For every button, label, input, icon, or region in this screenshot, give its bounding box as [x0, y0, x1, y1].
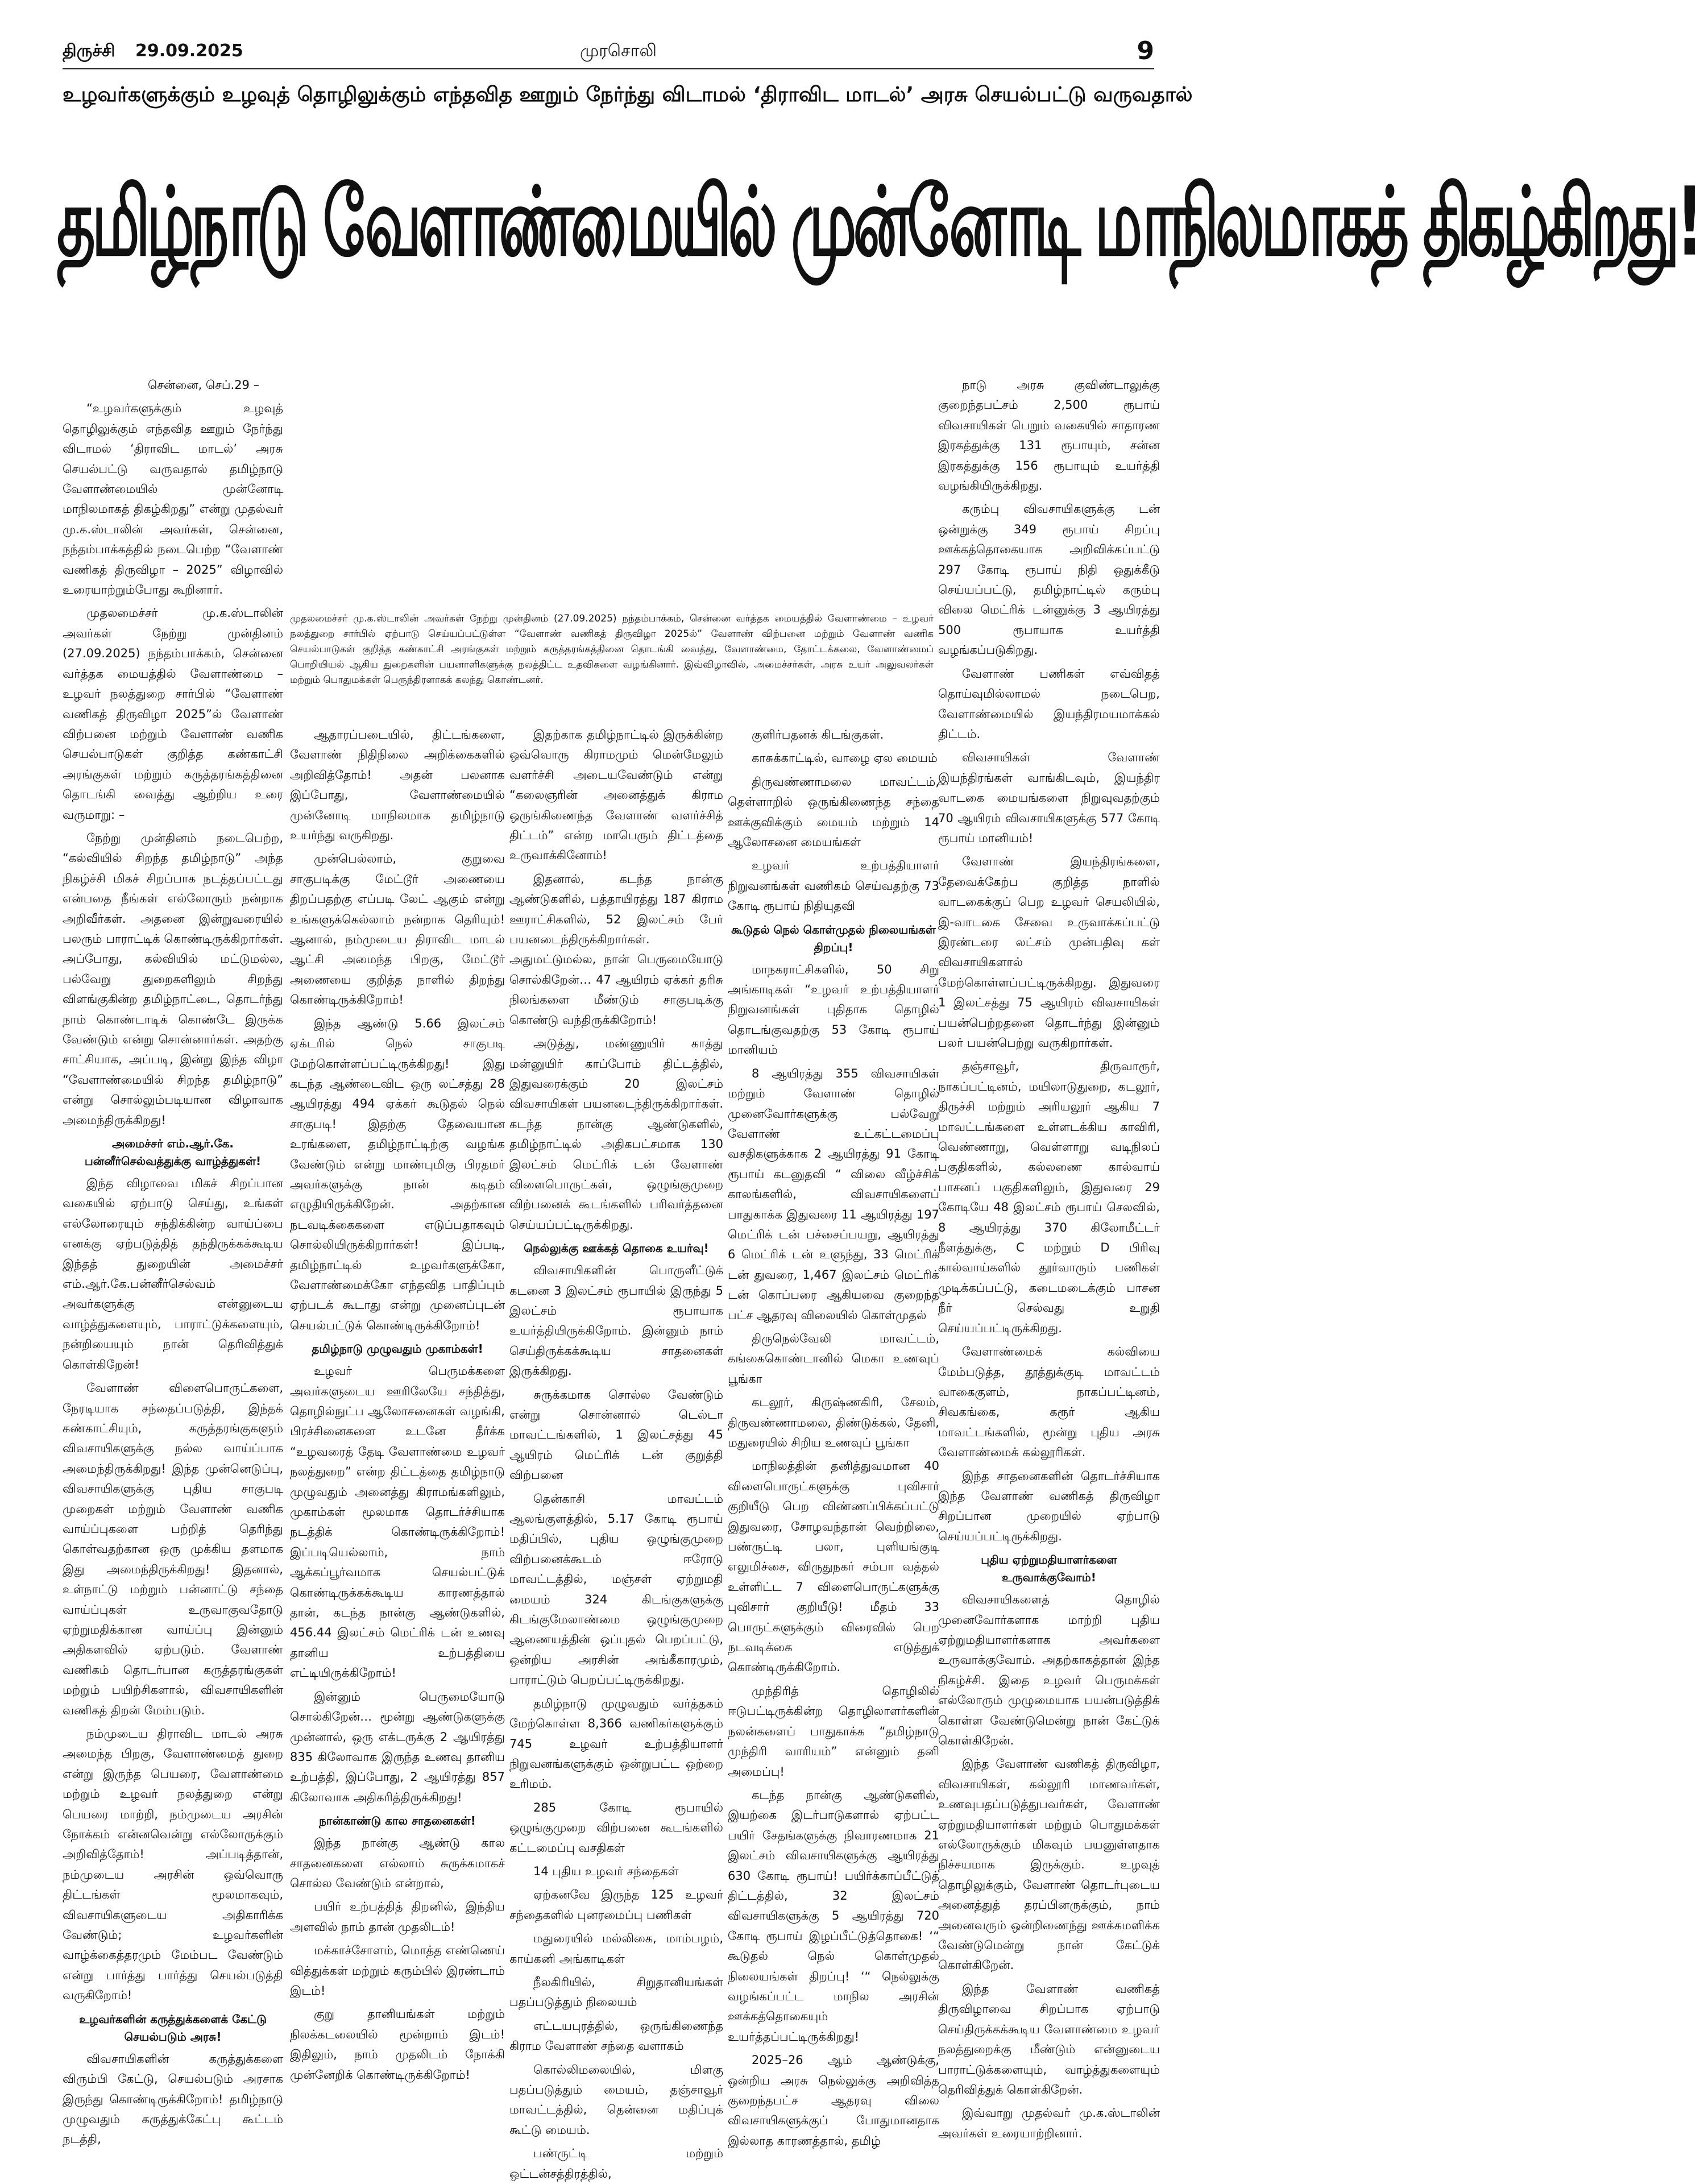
paragraph: உழவர் பெருமக்களை அவர்களுடைய ஊரிலேயே சந்தித்து, தொழில்நுட்ப ஆலோசனைகள் வழங்கி, பிரச்சினைகளை உடனே தீர்க்க “உழவரைத் தேடி வேளாண்மை உழவர் நலத்துறை” என்ற திட்டத்தை தமிழ்நாடு முழுவதும் அனைத்து கிராமங்களிலும், முகாம்கள் மூலமாக தொடர்ச்சியாக நடத்திக் கொண்டிருக்கிறோம்! இப்படியெல்லாம், நாம் ஆக்கப்பூர்வமாக செயல்பட்டுக் கொண்டிருக்கக்கூடிய காரணத்தால் தான், கடந்த நான்கு ஆண்டுகளில், 456.44 இலட்சம் மெட்ரிக் டன் உணவு தானிய உற்பத்தியை எட்டியிருக்கிறோம்! — [290, 1364, 505, 1680]
news-photo — [290, 375, 934, 603]
subheading: புதிய ஏற்றுமதியாளர்களை உருவாக்குவோம்! — [981, 1553, 1117, 1585]
article-column-1 — [63, 375, 283, 2146]
paragraph: தமிழ்நாடு முழுவதும் வர்த்தகம் மேற்கொள்ள 8,366 வணிகர்களுக்கும் 745 உழவர் உற்பத்தியாளர் நிறுவனங்களுக்கும் ஒன்றுபட்ட ஒற்றை உரிமம். — [509, 1696, 723, 1791]
photo-caption: முதலமைச்சர் மு.க.ஸ்டாலின் அவர்கள் நேற்று முன்தினம் (27.09.2025) நந்தம்பாக்கம், சென்னை வர்த்தக மையத்தில் வேளாண்மை – உழவர் நலத்துறை சார்பில் ஏற்பாடு செய்யப்பட்டுள்ள “வேளாண் வணிகத் திருவிழா 2025ல்” வேளாண் விற்பனை மற்றும் வேளாண் வணிக செயல்பாடுகள் குறித்த கண்காட்சி அரங்குகள் மற்றும் கருத்தரங்கத்தினை தொடங்கி வைத்து, வேளாண்மை, தோட்டக்கலை, வேளாண்மைப் பொறியியல் ஆகிய துறைகளின் பயனாளிகளுக்கு நலத்திட்ட உதவிகளை வழங்கினார். இவ்விழாவில், அமைச்சர்கள், அரசு உயர் அலுவலர்கள் மற்றும் பொதுமக்கள் பெருந்திரளாகக் கலந்து கொண்டனர். — [290, 613, 934, 686]
paragraph: குறு தானியங்கள் மற்றும் நிலக்கடலையில் மூன்றாம் இடம்! இதிலும், நாம் முதலிடம் நோக்கி முன்னேறிக் கொண்டிருக்கிறோம்! — [290, 2007, 505, 2082]
paragraph: மாநிலத்தின் தனித்துவமான 40 விளைபொருட்களுக்கு புவிசார் குறியீடு பெற விண்ணப்பிக்கப்பட்டு இதுவரை, சோழவந்தான் வெற்றிலை, பண்ருட்டி பலா, புளியங்குடி எலுமிச்சை, விருதுநகர் சம்பா வத்தல் உள்ளிட்ட 7 விளைபொருட்களுக்கு புவிசார் குறியீடு! மீதம் 33 பொருட்களுக்கும் விரைவில் பெற நடவடிக்கை எடுத்துக் கொண்டிருக்கிறோம். — [728, 1459, 939, 1675]
subheading: அமைச்சர் எம்.ஆர்.கே. பன்னீர்செல்வத்துக்கு வாழ்த்துகள்! — [84, 1137, 262, 1168]
paragraph: திருவண்ணாமலை மாவட்டம், தெள்ளாறில் ஒருங்கிணைந்த சந்தை ஊக்குவிக்கும் மையம் மற்றும் 14 ஆலோசனை மையங்கள் — [728, 774, 939, 849]
paragraph: பண்ருட்டி மற்றும் ஒட்டன்சத்திரத்தில், — [509, 2146, 723, 2181]
paragraph: 285 கோடி ரூபாயில் ஒழுங்குமுறை விற்பனை கூடங்களில் கட்டமைப்பு வசதிகள் — [509, 1800, 723, 1855]
paragraph: இந்த வேளாண் வணிகத் திருவிழாவை சிறப்பாக ஏற்பாடு செய்திருக்கக்கூடிய வேளாண்மை உழவர் நலத்துறைக்கு மீண்டும் என்னுடைய பாராட்டுக்களையும், வாழ்த்துகளையும் தெரிவித்துக் கொள்கிறேன். — [938, 1982, 1160, 2096]
paragraph: காசுக்காட்டில், வாழை ஏல மையம் — [752, 751, 938, 765]
paragraph: இதனால், கடந்த நான்கு ஆண்டுகளில், பத்தாயிரத்து 187 கிராம ஊராட்சிகளில், 52 இலட்சம் பேர் பயனடைந்திருக்கிறார்கள். அதுமட்டுமல்ல, நான் பெருமையோடு சொல்கிறேன்… 47 ஆயிரம் ஏக்கர் தரிசு நிலங்களை மீண்டும் சாகுபடிக்கு கொண்டு வந்திருக்கிறோம்! — [509, 872, 723, 1027]
paragraph: முன்பெல்லாம், குறுவை சாகுபடிக்கு மேட்டூர் அணையை திறப்பதற்கு எப்படி லேட் ஆகும் என்று உங்களுக்கெல்லாம் நன்றாக தெரியும்! ஆனால், நம்முடைய திராவிட மாடல் ஆட்சி அமைந்த பிறகு, மேட்டூர் அணையை குறித்த நாளில் திறந்து கொண்டிருக்கிறோம்! — [290, 852, 505, 1007]
paragraph: வேளாண் இயந்திரங்களை, தேவைக்கேற்ப குறித்த நாளில் வாடகைக்குப் பெற உழவர் செயலியில், இ-வாடகை சேவை உருவாக்கப்பட்டு இரண்டரை லட்சம் முன்பதிவு கள் விவசாயிகளால் மேற்கொள்ளப்பட்டிருக்கிறது. இதுவரை 1 இலட்சத்து 75 ஆயிரம் விவசாயிகள் பயன்பெற்றதனை தொடர்ந்து இன்னும் பலர் பயன்பெற்று வருகிறார்கள். — [938, 855, 1160, 1050]
paragraph: இந்த வேளாண் வணிகத் திருவிழா, விவசாயிகள், கல்லூரி மாணவர்கள், உணவுபதப்படுத்துபவர்கள், வேளாண் ஏற்றுமதியாளர்கள் மற்றும் பொதுமக்கள் எல்லோருக்கும் மிகவும் பயனுள்ளதாக நிச்சயமாக இருக்கும். உழவுத் தொழிலுக்கும், வேளாண் தொடர்புடைய அனைத்துத் தரப்பினருக்கும், நாம் அனைவரும் ஒன்றிணைந்து ஊக்கமளிக்க வேண்டுமென்று நான் கேட்டுக் கொள்கிறேன். — [938, 1757, 1160, 1972]
main-headline: தமிழ்நாடு வேளாண்மையில் முன்னோடி மாநிலமாகத் திகழ்கிறது! — [57, 166, 1700, 277]
paragraph: நேற்று முன்தினம் நடைபெற்ற, “கல்வியில் சிறந்த தமிழ்நாடு” அந்த நிகழ்ச்சி மிகச் சிறப்பாக நடத்தப்பட்டது என்பதை நீங்கள் எல்லோரும் நன்றாக அறிவீர்கள். அதனை இன்றுவரையில் பலரும் பாராட்டிக் கொண்டிருக்கிறார்கள். அப்போது, கல்வியில் மட்டுமல்ல, பல்வேறு துறைகளிலும் சிறந்து விளங்குகின்ற தமிழ்நாட்டை, தொடர்ந்து நாம் கொண்டாடிக் கொண்டே இருக்க வேண்டும் என்று சொன்னார்கள். அதற்கு சாட்சியாக, அப்படி, இன்று இந்த விழா “வேளாண்மையில் சிறந்த தமிழ்நாடு” என்று சொல்லும்படியான விழாவாக அமைந்திருக்கிறது! — [63, 831, 283, 1127]
subheading: தமிழ்நாடு முழுவதும் முகாம்கள்! — [312, 1342, 483, 1356]
article-column-5 — [938, 375, 1160, 2140]
paragraph: விவசாயிகளின் பொருளீட்டுக் கடனை 3 இலட்சம் ரூபாயில் இருந்து 5 இலட்சம் ரூபாயாக உயர்த்தியிருக்கிறோம். இன்னும் நாம் செய்திருக்கக்கூடிய சாதனைகள் இருக்கிறது. — [509, 1263, 723, 1378]
paragraph: தென்காசி மாவட்டம் ஆலங்குளத்தில், 5.17 கோடி ரூபாய் மதிப்பில், புதிய ஒழுங்குமுறை விற்பனைக்கூடம் ஈரோடு மாவட்டத்தில், மஞ்சள் ஏற்றுமதி மையம் 324 கிடங்குகளுக்கு கிடங்குமேலாண்மை ஒழுங்குமுறை ஆணையத்தின் ஒப்புதல் பெறப்பட்டு, ஒன்றிய அரசின் அங்கீகாரமும், பாராட்டும் பெறப்பட்டிருக்கிறது. — [509, 1491, 723, 1687]
paragraph: வேளாண்மைக் கல்வியை மேம்படுத்த, தூத்துக்குடி மாவட்டம் வாகைகுளம், நாகப்பட்டினம், சிவகங்கை, கரூர் ஆகிய மாவட்டங்களில், மூன்று புதிய அரசு வேளாண்மைக் கல்லூரிகள். — [938, 1345, 1160, 1460]
article-column-2 — [290, 725, 505, 2082]
paragraph: ஆதாரப்படையில், திட்டங்களை, வேளாண் நிதிநிலை அறிக்கைகளில் அறிவித்தோம்! அதன் பலனாக இப்போது, வேளாண்மையில் முன்னோடி மாநிலமாக தமிழ்நாடு உயர்ந்து வருகிறது. — [290, 728, 505, 843]
paragraph: இந்த நான்கு ஆண்டு கால சாதனைகளை எல்லாம் சுருக்கமாகச் சொல்ல வேண்டும் என்றால், — [290, 1836, 505, 1890]
paragraph: உழவர் உற்பத்தியாளர் நிறுவனங்கள் வணிகம் செய்வதற்கு 73 கோடி ரூபாய் நிதியுதவி — [728, 859, 939, 913]
paragraph: சுருக்கமாக சொல்ல வேண்டும் என்று சொன்னால் டெல்டா மாவட்டங்களில், 1 இலட்சத்து 45 ஆயிரம் மெட்ரிக் டன் குறுத்தி விற்பனை — [509, 1387, 723, 1482]
subheading: நெல்லுக்கு ஊக்கத் தொகை உயர்வு! — [524, 1241, 709, 1255]
subheading: கூடுதல் நெல் கொள்முதல் நிலையங்கள் திறப்பு! — [731, 922, 936, 954]
paragraph: விவசாயிகள் வேளாண் இயந்திரங்கள் வாங்கிடவும், இயந்திர வாடகை மையங்களை நிறுவுவதற்கும் 70 ஆயிரம் விவசாயிகளுக்கு 577 கோடி ரூபாய் மானியம்! — [938, 751, 1160, 845]
paragraph: குளிர்பதனக் கிடங்குகள். — [752, 728, 884, 741]
paragraph: இதற்காக தமிழ்நாட்டில் இருக்கின்ற ஒவ்வொரு கிராமமும் மென்மேலும் வளர்ச்சி அடையவேண்டும் என்று “கலைஞரின் அனைத்துக் கிராம ஒருங்கிணைந்த வேளாண் வளர்ச்சித் திட்டம்” என்ற மாபெரும் திட்டத்தை உருவாக்கினோம்! — [509, 728, 723, 863]
subheading: நான்காண்டு கால சாதனைகள்! — [319, 1814, 476, 1828]
paragraph: முந்திரித் தொழிலில் ஈடுபட்டிருக்கின்ற தொழிலாளர்களின் நலன்களைப் பாதுகாக்க “தமிழ்நாடு முந்திரி வாரியம்” என்னும் தனி அமைப்பு! — [728, 1684, 939, 1779]
masthead-rule — [63, 68, 1154, 69]
city-name: திருச்சி — [63, 41, 115, 61]
paragraph: “உழவர்களுக்கும் உழவுத் தொழிலுக்கும் எந்தவித ஊறும் நேர்ந்து விடாமல் ‘திராவிட மாடல்’ அரசு செயல்பட்டு வருவதால் தமிழ்நாடு வேளாண்மையில் முன்னோடி மாநிலமாகத் திகழ்கிறது” என்று முதல்வர் மு.க.ஸ்டாலின் அவர்கள், சென்னை, நந்தம்பாக்கத்தில் நடைபெற்ற “வேளாண் வணிகத் திருவிழா – 2025” விழாவில் உரையாற்றும்போது கூறினார். — [63, 401, 283, 597]
headline-kicker: உழவர்களுக்கும் உழவுத் தொழிலுக்கும் எந்தவித ஊறும் நேர்ந்து விடாமல் ‘திராவிட மாடல்’ அரசு செயல்பட்டு வருவதால் — [63, 83, 1193, 106]
paragraph: தஞ்சாவூர், திருவாரூர், நாகப்பட்டினம், மயிலாடுதுறை, கடலூர், திருச்சி மற்றும் அரியலூர் ஆகிய 7 மாவட்டங்களை உள்ளடக்கிய காவிரி, வெண்ணாறு, வெள்ளாறு வடிநிலப் பகுதிகளில், கல்லணை கால்வாய் பாசனப் பகுதிகளிலும், இதுவரை 29 கோடியே 48 இலட்சம் ரூபாய் செலவில், 8 ஆயிரத்து 370 கிலோமீட்டர் நீளத்துக்கு, C மற்றும் D பிரிவு கால்வாய்களில் தூர்வாரும் பணிகள் முடிக்கப்பட்டு, கடைமடைக்கும் பாசன நீர் செல்வது உறுதி செய்யப்பட்டிருக்கிறது. — [938, 1059, 1160, 1335]
paragraph: கடந்த நான்கு ஆண்டுகளில், இயற்கை இடர்பாடுகளால் ஏற்பட்ட பயிர் சேதங்களுக்கு நிவாரணமாக 21 இலட்சம் விவசாயிகளுக்கு ஆயிரத்து 630 கோடி ரூபாய்! பயிர்க்காப்பீட்டுத் திட்டத்தில், 32 இலட்சம் விவசாயிகளுக்கு 5 ஆயிரத்து 720 கோடி ரூபாய் இழப்பீட்டுத்தொகை! ‘“ கூடுதல் நெல் கொள்முதல் நிலையங்கள் திறப்பு! ‘“ நெல்லுக்கு வழங்கப்பட்ட மாநில அரசின் ஊக்கத்தொகையும் உயர்த்தப்பட்டிருக்கிறது! — [728, 1788, 939, 2044]
paragraph: கடலூர், கிருஷ்ணகிரி, சேலம், திருவண்ணாமலை, திண்டுக்கல், தேனி, மதுரையில் சிறிய உணவுப் பூங்கா — [728, 1395, 939, 1449]
article-column-4 — [728, 725, 939, 2148]
paragraph: மதுரையில் மல்லிகை, மாம்பழம், காய்கனி அங்காடிகள் — [509, 1932, 723, 1966]
paragraph: 8 ஆயிரத்து 355 விவசாயிகள் மற்றும் வேளாண் தொழில் முனைவோர்களுக்கு பல்வேறு வேளாண் உட்கட்டமைப்பு வசதிகளுக்காக 2 ஆயிரத்து 91 கோடி ரூபாய் கடனுதவி “ விலை வீழ்ச்சிக் காலங்களில், விவசாயிகளைப் பாதுகாக்க இதுவரை 11 ஆயிரத்து 197 மெட்ரிக் டன் பச்சைப்பயறு, ஆயிரத்து 6 மெட்ரிக் டன் உளுந்து, 33 மெட்ரிக் டன் துவரை, 1,467 இலட்சம் மெட்ரிக் டன் கொப்பரை ஆகியவை குறைந்த பட்ச ஆதரவு விலையில் கொள்முதல் — [728, 1066, 939, 1322]
paragraph: நாடு அரசு குவிண்டாலுக்கு குறைந்தபட்சம் 2,500 ரூபாய் விவசாயிகள் பெறும் வகையில் சாதாரண இரகத்துக்கு 131 ரூபாயும், சன்ன இரகத்துக்கு 156 ரூபாயும் உயர்த்தி வழங்கியிருக்கிறது. — [938, 378, 1160, 493]
paragraph: இந்த சாதனைகளின் தொடர்ச்சியாக இந்த வேளாண் வணிகத் திருவிழா சிறப்பான முறையில் ஏற்பாடு செய்யப்பட்டிருக்கிறது. — [938, 1469, 1160, 1543]
issue-date: 29.09.2025 — [135, 41, 243, 61]
dateline: சென்னை, செப்.29 – — [148, 378, 260, 392]
paragraph: மக்காச்சோளம், மொத்த எண்ணெய் வித்துக்கள் மற்றும் கரும்பில் இரண்டாம் இடம்! — [290, 1943, 505, 1997]
paragraph: ஏற்கனவே இருந்த 125 உழவர் சந்தைகளில் புனரமைப்பு பணிகள் — [509, 1888, 723, 1922]
paragraph: வேளாண் பணிகள் எவ்விதத் தொய்வுமில்லாமல் நடைபெற, வேளாண்மையில் இயந்திரமயமாக்கல் திட்டம். — [938, 666, 1160, 741]
paragraph: கரும்பு விவசாயிகளுக்கு டன் ஒன்றுக்கு 349 ரூபாய் சிறப்பு ஊக்கத்தொகையாக அறிவிக்கப்பட்டு 297 கோடி ரூபாய் நிதி ஒதுக்கீடு செய்யப்பட்டு, தமிழ்நாட்டில் கரும்பு விலை மெட்ரிக் டன்னுக்கு 3 ஆயிரத்து 500 ரூபாயாக உயர்த்தி வழங்கப்படுகிறது. — [938, 502, 1160, 657]
paragraph: பயிர் உற்பத்தித் திறனில், இந்திய அளவில் நாம் தான் முதலிடம்! — [290, 1900, 505, 1934]
paragraph: முதலமைச்சர் மு.க.ஸ்டாலின் அவர்கள் நேற்று முன்தினம் (27.09.2025) நந்தம்பாக்கம், சென்னை வர்த்தக மையத்தில் வேளாண்மை – உழவர் நலத்துறை சார்பில் “வேளாண் வணிகத் திருவிழா 2025”ல் வேளாண் விற்பனை மற்றும் வேளாண் வணிக செயல்பாடுகள் குறித்த கண்காட்சி அரங்குகள் மற்றும் கருத்தரங்கத்தினை தொடங்கி வைத்து ஆற்றிய உரை வருமாறு: – — [63, 606, 283, 822]
newspaper-name: முரசொலி — [580, 41, 657, 61]
subheading: உழவர்களின் கருத்துக்களைக் கேட்டு செயல்படும் அரசு! — [79, 2012, 267, 2044]
paragraph: விவசாயிகளின் கருத்துக்களை விரும்பி கேட்டு, செயல்படும் அரசாக இருந்து கொண்டிருக்கிறோம்! தமிழ்நாடு முழுவதும் கருத்துக்கேட்பு கூட்டம் நடத்தி, — [63, 2052, 283, 2146]
article-column-3 — [509, 725, 723, 2181]
paragraph: இந்த விழாவை மிகச் சிறப்பான வகையில் ஏற்பாடு செய்து, உங்கள் எல்லோரையும் சந்திக்கின்ற வாய்ப்பை எனக்கு ஏற்படுத்தித் தந்திருக்கக்கூடிய இந்தத் துறையின் அமைச்சர் எம்.ஆர்.கே.பன்னீர்செல்வம் அவர்களுக்கு என்னுடைய வாழ்த்துகளையும், பாராட்டுக்களையும், நன்றியையும் நான் தெரிவித்துக் கொள்கிறேன்! — [63, 1176, 283, 1371]
paragraph: திருநெல்வேலி மாவட்டம், கங்கைகொண்டானில் மெகா உணவுப் பூங்கா — [728, 1331, 939, 1386]
paragraph: விவசாயிகளைத் தொழில் முனைவோர்களாக மாற்றி புதிய ஏற்றுமதியாளர்களாக அவர்களை உருவாக்குவோம். அதற்காகத்தான் இந்த நிகழ்ச்சி. இதை உழவர் பெருமக்கள் எல்லோரும் முழுமையாக பயன்படுத்திக் கொள்ள வேண்டுமென்று நான் கேட்டுக் கொள்கிறேன். — [938, 1593, 1160, 1747]
masthead — [63, 36, 1154, 66]
paragraph: நம்முடைய திராவிட மாடல் அரசு அமைந்த பிறகு, வேளாண்மைத் துறை என்று இருந்த பெயரை, வேளாண்மை மற்றும் உழவர் நலத்துறை என்று பெயரை மாற்றி, நம்முடைய அரசின் நோக்கம் என்னவென்று எல்லோருக்கும் அறிவித்தோம்! அப்படித்தான், நம்முடைய அரசின் ஒவ்வொரு திட்டங்கள் மூலமாகவும், விவசாயிகளுடைய அதிகாரிக்க வேண்டும்; உழவர்களின் வாழ்க்கைத்தரமும் மேம்பட வேண்டும் என்று பார்த்து பார்த்து செயல்படுத்தி வருகிறோம்! — [63, 1727, 283, 2003]
paragraph: கொல்லிமலையில், மிளகு பதப்படுத்தும் மையம், தஞ்சாவூர் மாவட்டத்தில், தென்னை மதிப்புக் கூட்டு மையம். — [509, 2062, 723, 2137]
paragraph: எட்டயபுரத்தில், ஒருங்கிணைந்த கிராம வேளாண் சந்தை வளாகம் — [509, 2019, 723, 2053]
paragraph: 2025–26 ஆம் ஆண்டுக்கு, ஒன்றிய அரசு நெல்லுக்கு அறிவித்த குறைந்தபட்ச ஆதரவு விலை விவசாயிகளுக்குப் போதுமானதாக இல்லாத காரணத்தால், தமிழ் — [728, 2053, 939, 2148]
paragraph: 14 புதிய உழவர் சந்தைகள் — [533, 1864, 679, 1878]
paragraph: வேளாண் விளைபொருட்களை, நேரடியாக சந்தைப்படுத்தி, இந்தக் கண்காட்சியும், கருத்தரங்குகளும் விவசாயிகளுக்கு நல்ல வாய்ப்பாக அமைந்திருக்கிறது! இந்த முன்னெடுப்பு, விவசாயிகளுக்கு புதிய சாகுபடி முறைகள் மற்றும் வேளாண் வணிக வாய்ப்புகளை பற்றித் தெரிந்து கொள்வதற்கான ஒரு முக்கிய தளமாக இது அமைந்திருக்கிறது! இதனால், உள்நாட்டு மற்றும் பன்னாட்டு சந்தை வாய்ப்புகள் உருவாகுவதோடு ஏற்றுமதிக்கான வாய்ப்பு இன்னும் அதிகளவில் ஏற்படும். வேளாண் வணிகம் தொடர்பான கருத்தரங்குகள் மற்றும் பயிற்சிகளால், விவசாயிகளின் வணிகத் திறன் மேம்படும். — [63, 1381, 283, 1717]
paragraph: நீலகிரியில், சிறுதானியங்கள் பதப்படுத்தும் நிலையம் — [509, 1975, 723, 2009]
paragraph: மாநகராட்சிகளில், 50 சிறு அங்காடிகள் “உழவர் உற்பத்தியாளர் நிறுவனங்கள் புதிதாக தொழில் தொடங்குவதற்கு 53 கோடி ரூபாய் மானியம் — [728, 962, 939, 1057]
paragraph: அடுத்து, மண்ணுயிர் காத்து மன்னுயிர் காப்போம் திட்டத்தில், இதுவரைக்கும் 20 இலட்சம் விவசாயிகள் பயனடைந்திருக்கிறார்கள். கடந்த நான்கு ஆண்டுகளில், தமிழ்நாட்டில் அதிகபட்சமாக 130 இலட்சம் மெட்ரிக் டன் வேளாண் விளைபொருட்கள், ஒழுங்குமுறை விற்பனைக் கூடங்களில் பரிவர்த்தனை செய்யப்பட்டிருக்கிறது. — [509, 1037, 723, 1232]
paragraph: இவ்வாறு முதல்வர் மு.க.ஸ்டாலின் அவர்கள் உரையாற்றினார். — [938, 2106, 1160, 2140]
paragraph: இன்னும் பெருமையோடு சொல்கிறேன்… மூன்று ஆண்டுகளுக்கு முன்னால், ஒரு எக்டருக்கு 2 ஆயிரத்து 835 கிலோவாக இருந்த உணவு தானிய உற்பத்தி, இப்போது, 2 ஆயிரத்து 857 கிலோவாக அதிகரித்திருக்கிறது! — [290, 1689, 505, 1804]
page-number: 9 — [1137, 36, 1154, 65]
paragraph: இந்த ஆண்டு 5.66 இலட்சம் ஏக்டரில் நெல் சாகுபடி மேற்கொள்ளப்பட்டிருக்கிறது! இது கடந்த ஆண்டைவிட ஒரு லட்சத்து 28 ஆயிரத்து 494 ஏக்கர் கூடுதல் நெல் சாகுபடி! இதற்கு தேவையான உரங்களை, தமிழ்நாட்டிற்கு வழங்க வேண்டும் என்று மாண்புமிகு பிரதமர் அவர்களுக்கு நான் கடிதம் எழுதியிருக்கிறேன். அதற்கான நடவடிக்கைகளை எடுப்பதாகவும் சொல்லியிருக்கிறார்கள்! இப்படி, தமிழ்நாட்டில் உழவர்களுக்கோ, வேளாண்மைக்கோ எந்தவித பாதிப்பும் ஏற்படக் கூடாது என்று முனைப்புடன் செயல்பட்டுக் கொண்டிருக்கிறோம்! — [290, 1016, 505, 1332]
